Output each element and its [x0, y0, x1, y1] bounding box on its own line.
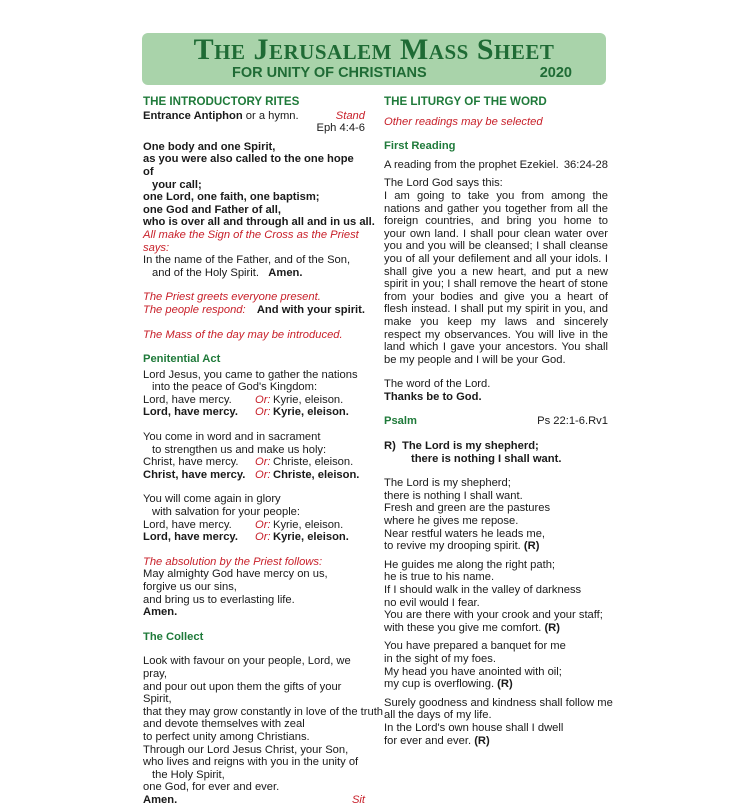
- or-label: Or:: [255, 456, 271, 469]
- collect-line: Look with favour on your people, Lord, we pray,: [143, 655, 351, 680]
- response-line: The Lord is my shepherd;: [402, 440, 539, 453]
- word-of-lord: The word of the Lord.: [384, 378, 491, 391]
- collect-line: who lives and reigns with you in the unity of: [143, 756, 359, 769]
- antiphon-line: as you were also called to the one hope of: [143, 153, 354, 178]
- antiphon-line: one God and Father of all,: [143, 203, 281, 216]
- word-heading: THE LITURGY OF THE WORD: [384, 95, 547, 108]
- page-year: 2020: [539, 65, 572, 81]
- antiphon-ref: Eph 4:4-6: [316, 122, 365, 135]
- collect-line: that they may grow constantly in love of the truth: [143, 705, 384, 718]
- psalm-line: to revive my drooping spirit.: [384, 540, 521, 553]
- or-label: Or:: [255, 468, 271, 481]
- absolution-line: May almighty God have mercy on us,: [143, 568, 328, 581]
- antiphon-line: One body and one Spirit,: [143, 140, 276, 153]
- psalm-line: all the days of my life.: [384, 709, 492, 722]
- lord-says: The Lord God says this:: [384, 177, 503, 190]
- entrance-rest: or a hymn.: [242, 109, 299, 122]
- left-column: [143, 95, 384, 807]
- r-mark: (R): [523, 540, 540, 553]
- pen-line: Lord Jesus, you came to gather the nations: [143, 368, 358, 381]
- title-banner: [142, 33, 606, 85]
- antiphon-line: one Lord, one faith, one baptism;: [143, 191, 320, 204]
- pen-line: with salvation for your people:: [152, 506, 301, 519]
- collect-line: Through our Lord Jesus Christ, your Son,: [143, 743, 349, 756]
- r-mark: (R): [544, 621, 560, 634]
- or-label: Or:: [255, 531, 271, 544]
- psalm-line: Near restful waters he leads me,: [384, 527, 546, 540]
- psalm-line: If I should walk in the valley of darkness: [384, 584, 582, 596]
- psalm-line: My head you have anointed with oil;: [384, 665, 562, 678]
- thanks-response: Thanks be to God.: [384, 390, 482, 403]
- psalm-line: there is nothing I shall want.: [384, 489, 523, 502]
- reading-text: I am going to take you from among the nations and gather you together from all the foreign countries, and bring you home to your own land. I shall pour clean water over you and you will be cleansed; I shall cleanse you of all your defilement and all your idols. I shall give you a new heart, and put a new spirit in you; I shall remove the heart of stone from your bodies and give you a heart of flesh instead. I shall put my spirit in you, and make you keep my laws and sincerely respect my observances. You will live in the land which I gave your ancestors. You shall be my people and I will be your God.: [384, 189, 608, 366]
- sign-rubric: All make the Sign of the Cross as the Priest says:: [143, 228, 359, 254]
- collect-line: to perfect unity among Christians.: [143, 730, 310, 743]
- reading-ref: 36:24-28: [563, 158, 608, 171]
- entrance-line: [143, 110, 365, 123]
- antiphon-line: who is over all and through all and in us all.: [143, 216, 375, 229]
- respond-rubric: The people respond:: [143, 303, 246, 316]
- sign-line: and of the Holy Spirit.: [152, 266, 259, 279]
- greets-rubric: The Priest greets everyone present.: [143, 291, 321, 304]
- psalm-line: Fresh and green are the pastures: [384, 502, 551, 515]
- collect-line: the Holy Spirit,: [152, 768, 225, 781]
- psalm-line: where he gives me repose.: [384, 515, 519, 528]
- intro-heading: THE INTRODUCTORY RITES: [143, 95, 300, 108]
- penitential-heading: Penitential Act: [143, 353, 221, 366]
- pen-alt-response: Kyrie, eleison.: [273, 406, 349, 419]
- collect-heading: The Collect: [143, 630, 204, 643]
- stand-rubric: Stand: [335, 109, 365, 122]
- psalm-line: he is true to his name.: [384, 571, 495, 584]
- r-mark: (R): [474, 734, 490, 747]
- pen-response: Lord, have mercy.: [143, 406, 238, 419]
- collect-line: and devote themselves with zeal: [143, 718, 305, 731]
- first-reading-heading: First Reading: [384, 140, 456, 153]
- psalm-line: Surely goodness and kindness shall follow me: [384, 696, 613, 709]
- pen-response: Lord, have mercy.: [143, 531, 238, 544]
- sit-rubric: Sit: [351, 793, 365, 806]
- pen-alt: Kyrie, eleison.: [273, 518, 344, 531]
- entrance-label: Entrance Antiphon: [143, 109, 243, 122]
- psalm-line: You have prepared a banquet for me: [384, 640, 566, 653]
- collect-line: and pour out upon them the gifts of your Spirit,: [143, 680, 342, 706]
- pen-alt-response: Kyrie, eleison.: [273, 531, 349, 544]
- psalm-line: You are there with your crook and your staff;: [384, 609, 603, 622]
- respond-text: And with your spirit.: [256, 303, 365, 316]
- amen: Amen.: [143, 606, 178, 619]
- other-readings-rubric: Other readings may be selected: [384, 115, 543, 128]
- amen: Amen.: [268, 266, 303, 279]
- or-label: Or:: [255, 518, 271, 531]
- psalm-line: In the Lord's own house shall I dwell: [384, 721, 564, 734]
- pen-alt: Kyrie, eleison.: [273, 393, 344, 406]
- psalm-line: with these you give me comfort.: [384, 621, 542, 634]
- pen-line: to strengthen us and make us holy:: [152, 443, 327, 456]
- pen-call: Lord, have mercy.: [143, 393, 232, 406]
- absolution-line: forgive us our sins,: [143, 581, 237, 593]
- reading-intro: A reading from the prophet Ezekiel.: [384, 158, 559, 171]
- right-column: [384, 95, 613, 747]
- antiphon-line: your call;: [152, 178, 202, 191]
- pen-line: You come in word and in sacrament: [143, 431, 321, 444]
- absolution-line: and bring us to everlasting life.: [143, 593, 295, 606]
- absolution-rubric: The absolution by the Priest follows:: [143, 555, 323, 568]
- or-label: Or:: [255, 393, 271, 406]
- pen-response: Christ, have mercy.: [143, 468, 246, 481]
- pen-call: Lord, have mercy.: [143, 518, 232, 531]
- introduced-rubric: The Mass of the day may be introduced.: [143, 328, 343, 341]
- psalm-ref: Ps 22:1-6.Rv1: [537, 415, 608, 428]
- pen-alt-response: Christe, eleison.: [273, 468, 360, 481]
- psalm-line: in the sight of my foes.: [384, 652, 496, 665]
- or-label: Or:: [255, 406, 271, 419]
- page-title: The Jerusalem Mass Sheet: [193, 33, 555, 66]
- amen: Amen.: [143, 793, 178, 806]
- psalm-line: no evil would I fear.: [384, 596, 480, 609]
- pen-alt: Christe, eleison.: [273, 456, 354, 469]
- psalm-line: my cup is overflowing.: [384, 678, 495, 691]
- pen-call: Christ, have mercy.: [143, 456, 239, 469]
- psalm-line: He guides me along the right path;: [384, 558, 556, 571]
- sign-line: In the name of the Father, and of the Son,: [143, 254, 351, 267]
- psalm-line: for ever and ever.: [384, 734, 472, 747]
- psalm-line: The Lord is my shepherd;: [384, 477, 511, 490]
- r-mark: (R): [497, 678, 513, 691]
- response-line: there is nothing I shall want.: [411, 452, 562, 465]
- pen-line: into the peace of God's Kingdom:: [152, 381, 318, 394]
- psalm-heading: Psalm: [384, 415, 417, 428]
- response-label: R): [384, 440, 396, 453]
- page-subtitle: FOR UNITY OF CHRISTIANS: [232, 65, 427, 81]
- pen-line: You will come again in glory: [143, 493, 281, 506]
- collect-line: one God, for ever and ever.: [143, 781, 280, 794]
